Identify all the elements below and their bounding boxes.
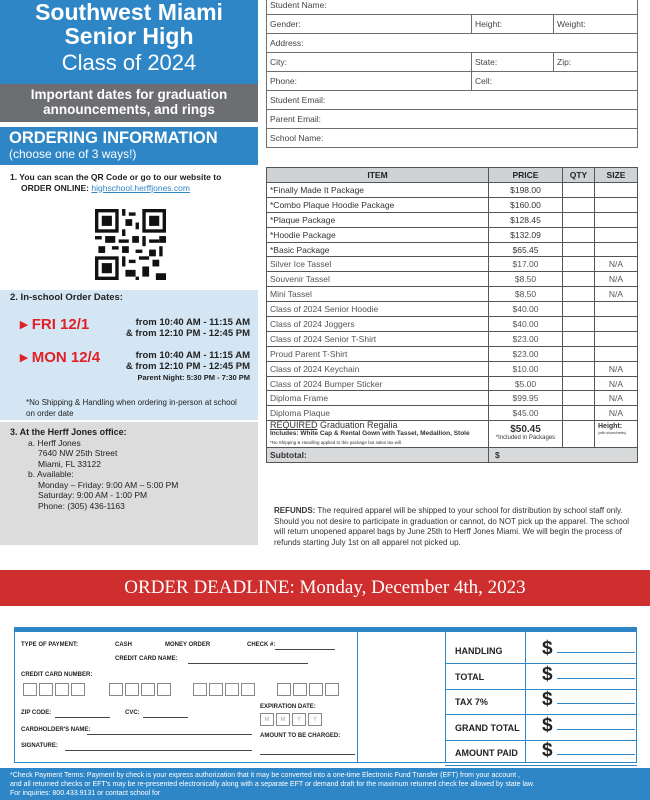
item-price: $99.95 [489, 391, 563, 406]
step-3: 3. At the Herff Jones office: [10, 427, 127, 437]
parent-night: Parent Night: 5:30 PM - 7:30 PM [137, 373, 250, 382]
school-name-field[interactable]: School Name: [267, 129, 638, 148]
cc-digit-box[interactable] [23, 683, 37, 696]
order-url-link[interactable]: highschool.herffjones.com [91, 182, 190, 193]
cc-digit-box[interactable] [39, 683, 53, 696]
office-hours-2: Saturday: 9:00 AM - 1:00 PM [38, 490, 148, 500]
total-label: HANDLING [455, 646, 503, 656]
cc-digit-box[interactable] [125, 683, 139, 696]
item-qty[interactable] [563, 272, 595, 287]
item-qty[interactable] [563, 227, 595, 242]
item-price: $40.00 [489, 302, 563, 317]
total-label: TOTAL [455, 671, 485, 682]
total-row [445, 640, 637, 664]
cardholder-label: CARDHOLDER'S NAME: [21, 727, 91, 733]
no-shipping-note: *No Shipping & Handling when ordering in-person at school on order date [26, 398, 237, 418]
item-price: $17.00 [489, 257, 563, 272]
item-price: $8.50 [489, 287, 563, 302]
col-size: SIZE [595, 168, 638, 183]
expiration-box[interactable]: M [260, 713, 274, 726]
dollar-sign: $ [542, 689, 553, 710]
item-name: Mini Tassel [267, 287, 489, 302]
item-price: $23.00 [489, 331, 563, 346]
regalia-note: *No Shipping & Handling applied to this package but sales tax will. [270, 440, 403, 446]
total-row [445, 742, 637, 766]
cc-digit-box[interactable] [241, 683, 255, 696]
regalia-price: $50.45 [510, 424, 541, 436]
cash-option[interactable]: CASH [115, 642, 133, 648]
regalia-height-label: Height: [598, 423, 623, 431]
item-row [267, 227, 638, 242]
item-qty[interactable] [563, 391, 595, 406]
refunds-notice [274, 506, 640, 548]
item-size[interactable] [595, 331, 638, 346]
total-label: AMOUNT PAID [455, 748, 518, 758]
class-of: Class of 2024 [61, 50, 197, 75]
item-row [267, 331, 638, 346]
item-qty[interactable] [563, 242, 595, 257]
item-name: *Plaque Package [267, 212, 489, 227]
footer-line-3: For inquiries: 800.433.9131 or contact school for [10, 790, 161, 797]
footer-line-2: and all returned checks or EFT's may be re-presented electronically along with a separate EFT or demand draft for the maximum returned check fee allowed by state law. [10, 781, 535, 788]
student-info-form [266, 0, 638, 148]
cc-number-label: CREDIT CARD NUMBER: [21, 672, 93, 678]
city-field[interactable]: City: [267, 53, 472, 72]
check-number-label: CHECK #: [247, 642, 276, 648]
item-price: $198.00 [489, 183, 563, 198]
item-size[interactable]: N/A [595, 376, 638, 391]
item-size[interactable] [595, 317, 638, 332]
amount-charged-input[interactable] [260, 754, 355, 755]
amount-charged-label: AMOUNT TO BE CHARGED: [260, 733, 341, 739]
day-mon [20, 348, 255, 384]
item-size[interactable]: N/A [595, 361, 638, 376]
item-row [267, 346, 638, 361]
item-name: *Hoodie Package [267, 227, 489, 242]
gender-field[interactable]: Gender: [267, 15, 472, 34]
item-qty[interactable] [563, 317, 595, 332]
cc-digit-box[interactable] [209, 683, 223, 696]
order-deadline-banner: ORDER DEADLINE: Monday, December 4th, 2023 [0, 570, 650, 606]
cc-digit-box[interactable] [141, 683, 155, 696]
item-size[interactable]: N/A [595, 391, 638, 406]
item-qty[interactable] [563, 257, 595, 272]
item-row [267, 361, 638, 376]
parent-email-field[interactable]: Parent Email: [267, 110, 638, 129]
cc-digit-box[interactable] [157, 683, 171, 696]
check-number-input[interactable] [275, 649, 335, 650]
item-size[interactable]: N/A [595, 287, 638, 302]
item-qty[interactable] [563, 197, 595, 212]
item-row [267, 376, 638, 391]
total-label: GRAND TOTAL [455, 722, 520, 733]
expiration-box[interactable]: M [276, 713, 290, 726]
step-1-text: 1. You can scan the QR Code or go to our website to [10, 172, 222, 182]
step-1 [10, 172, 255, 193]
order-online-label: ORDER ONLINE: [21, 182, 89, 193]
item-qty[interactable] [563, 406, 595, 421]
cc-digit-box[interactable] [55, 683, 69, 696]
weight-field[interactable]: Weight: [554, 15, 638, 34]
regalia-qty[interactable] [563, 421, 595, 448]
cc-digit-box[interactable] [71, 683, 85, 696]
item-row [267, 272, 638, 287]
regalia-height-note: (with shoes/heels) [598, 431, 627, 436]
item-price: $132.09 [489, 227, 563, 242]
total-row [445, 663, 637, 690]
refunds-text: The required apparel will be shipped to your school for distribution by school staff only. Should you not desire to participate in graduation or cannot, do NOT pick up the apparel. The school will return unopened apparel bags by June 25th to Herff Jones Miami. We will begin the process of refunds starting July 1st on all apparel not picked up. [274, 506, 630, 547]
item-name: Class of 2024 Senior Hoodie [267, 302, 489, 317]
item-qty[interactable] [563, 212, 595, 227]
item-size[interactable] [595, 346, 638, 361]
item-price: $10.00 [489, 361, 563, 376]
item-size[interactable] [595, 183, 638, 198]
item-price: $128.45 [489, 212, 563, 227]
day-fri-time-2: & from 12:10 PM - 12:45 PM [125, 328, 250, 339]
step-2: 2. In-school Order Dates: [10, 292, 123, 303]
item-name: *Finally Made It Package [267, 183, 489, 198]
school-name: Southwest Miami [35, 0, 223, 25]
item-price: $23.00 [489, 346, 563, 361]
ordering-subtitle: (choose one of 3 ways!) [9, 147, 137, 161]
item-name: Class of 2024 Bumper Sticker [267, 376, 489, 391]
available-label: b. Available: [28, 469, 74, 479]
item-row [267, 197, 638, 212]
subtotal-label: Subtotal: [267, 448, 489, 463]
item-qty[interactable] [563, 376, 595, 391]
payment-type-label: TYPE OF PAYMENT: [21, 642, 79, 648]
item-price: $45.00 [489, 406, 563, 421]
office-address-2: Miami, FL 33122 [38, 458, 101, 469]
ordering-title: ORDERING INFORMATION [9, 129, 218, 147]
item-row [267, 257, 638, 272]
regalia-row [267, 421, 638, 448]
cardholder-input[interactable] [87, 734, 252, 735]
cc-digit-box[interactable] [193, 683, 207, 696]
amount-input[interactable] [557, 754, 635, 755]
total-row [445, 714, 637, 741]
item-size[interactable] [595, 302, 638, 317]
regalia-includes: Includes: White Cap & Rental Gown with Tassel, Medallion, Stole [270, 430, 470, 438]
amount-input[interactable] [557, 703, 635, 704]
day-fri-time-1: from 10:40 AM - 11:15 AM [135, 317, 250, 328]
item-name: Class of 2024 Senior T-Shirt [267, 331, 489, 346]
item-row [267, 287, 638, 302]
item-size[interactable]: N/A [595, 272, 638, 287]
item-name: Diploma Plaque [267, 406, 489, 421]
subtitle-band: Important dates for graduation announcements, and rings [0, 84, 258, 122]
address-field[interactable]: Address: [267, 34, 638, 53]
day-fri [20, 315, 255, 345]
item-size[interactable] [595, 242, 638, 257]
cell-field[interactable]: Cell: [472, 72, 638, 91]
expiration-label: EXPIRATION DATE: [260, 704, 316, 710]
day-fri-label: ▸ FRI 12/1 [20, 316, 90, 333]
phone-field[interactable]: Phone: [267, 72, 472, 91]
item-name: Silver Ice Tassel [267, 257, 489, 272]
refunds-label: REFUNDS: [274, 506, 316, 515]
state-field[interactable]: State: [472, 53, 554, 72]
item-price: $8.50 [489, 272, 563, 287]
signature-input[interactable] [65, 750, 252, 751]
school-name-2: Senior High [64, 23, 194, 49]
item-name: Diploma Frame [267, 391, 489, 406]
item-qty[interactable] [563, 183, 595, 198]
item-price: $5.00 [489, 376, 563, 391]
check-payment-terms [0, 768, 650, 800]
item-size[interactable] [595, 227, 638, 242]
dollar-sign: $ [542, 663, 553, 685]
day-mon-time-2: & from 12:10 PM - 12:45 PM [125, 361, 250, 372]
footer-line-1: *Check Payment Terms: Payment by check is your express authorization that it may be converted into a one-time Electronic Fund Transfer (EFT) from your account , [10, 772, 520, 779]
subtotal-row [267, 448, 638, 463]
item-qty[interactable] [563, 287, 595, 302]
day-mon-times [120, 350, 250, 383]
col-qty: QTY [563, 168, 595, 183]
item-qty[interactable] [563, 361, 595, 376]
cc-digit-box[interactable] [109, 683, 123, 696]
dollar-sign: $ [542, 638, 553, 659]
item-price: $65.45 [489, 242, 563, 257]
day-fri-times [120, 317, 250, 339]
amount-input[interactable] [557, 652, 635, 653]
item-price: $40.00 [489, 317, 563, 332]
student-name-field[interactable]: Student Name: [267, 0, 638, 15]
item-size[interactable] [595, 197, 638, 212]
order-items-table [266, 167, 638, 463]
item-qty[interactable] [563, 302, 595, 317]
cc-digit-box[interactable] [225, 683, 239, 696]
item-size[interactable]: N/A [595, 406, 638, 421]
item-name: Class of 2024 Joggers [267, 317, 489, 332]
zip-input[interactable] [55, 717, 110, 718]
ordering-header [0, 127, 258, 165]
item-name: Souvenir Tassel [267, 272, 489, 287]
money-order-option[interactable]: MONEY ORDER [165, 642, 211, 648]
item-row [267, 212, 638, 227]
day-mon-label: ▸ MON 12/4 [20, 349, 101, 366]
item-qty[interactable] [563, 346, 595, 361]
dollar-sign: $ [542, 740, 553, 761]
col-price: PRICE [489, 168, 563, 183]
expiration-box[interactable]: Y [292, 713, 306, 726]
cc-name-input[interactable] [188, 663, 308, 664]
cvc-label: CVC: [125, 710, 140, 716]
item-name: *Combo Plaque Hoodie Package [267, 197, 489, 212]
subtotal-value[interactable]: $ [489, 448, 638, 463]
day-mon-time-1: from 10:40 AM - 11:15 AM [135, 350, 250, 361]
regalia-required: REQUIRED [270, 420, 318, 431]
total-label: TAX 7% [455, 697, 488, 707]
office-section [0, 422, 258, 545]
item-name: Class of 2024 Keychain [267, 361, 489, 376]
item-row [267, 242, 638, 257]
regalia-name: Graduation Regalia [317, 420, 398, 431]
dollar-sign: $ [542, 714, 553, 736]
item-row [267, 183, 638, 198]
item-row [267, 406, 638, 421]
cc-digit-box[interactable] [277, 683, 291, 696]
item-qty[interactable] [563, 331, 595, 346]
qr-code-icon[interactable] [95, 209, 166, 280]
total-row [445, 691, 637, 715]
item-size[interactable]: N/A [595, 257, 638, 272]
zip-field[interactable]: Zip: [554, 53, 638, 72]
office-phone: Phone: (305) 436-1163 [38, 500, 125, 511]
student-email-field[interactable]: Student Email: [267, 91, 638, 110]
zip-label: ZIP CODE: [21, 710, 52, 716]
item-name: *Basic Package [267, 242, 489, 257]
cvc-input[interactable] [143, 717, 188, 718]
regalia-price-note: *Included in Packages [495, 435, 556, 442]
divider-left [357, 632, 358, 763]
item-name: Proud Parent T-Shirt [267, 346, 489, 361]
item-size[interactable] [595, 212, 638, 227]
cc-digit-box[interactable] [309, 683, 323, 696]
height-field[interactable]: Height: [472, 15, 554, 34]
amount-input[interactable] [557, 678, 635, 679]
office-address-1: 7640 NW 25th Street [38, 448, 118, 458]
expiration-box[interactable]: Y [308, 713, 322, 726]
office-name: a. Herff Jones [28, 437, 81, 448]
signature-label: SIGNATURE: [21, 743, 58, 749]
cc-name-label: CREDIT CARD NAME: [115, 656, 178, 662]
office-hours-1: Monday – Friday: 9:00 AM – 5:00 PM [38, 479, 179, 490]
amount-input[interactable] [557, 729, 635, 730]
item-price: $160.00 [489, 197, 563, 212]
item-row [267, 317, 638, 332]
item-row [267, 391, 638, 406]
payment-form [14, 627, 637, 763]
cc-digit-box[interactable] [293, 683, 307, 696]
col-item: ITEM [267, 168, 489, 183]
item-row [267, 302, 638, 317]
in-school-section [0, 290, 258, 420]
cc-digit-box[interactable] [325, 683, 339, 696]
